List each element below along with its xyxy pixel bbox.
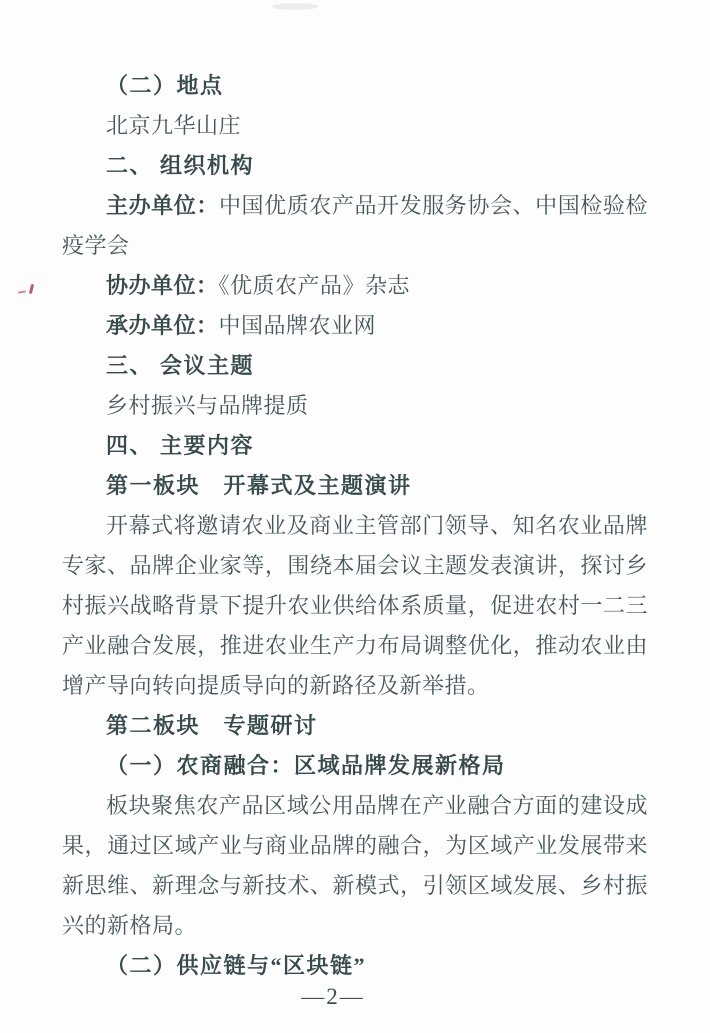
undertaker-label: 承办单位：	[106, 313, 219, 338]
heading-conference-theme: 三、 会议主题	[106, 353, 255, 378]
text-co-organizer	[62, 266, 648, 306]
heading-section-1: 第一板块 开幕式及主题演讲	[106, 473, 412, 498]
scan-smudge-artifact	[272, 3, 318, 10]
pen-mark-dash	[18, 290, 26, 293]
undertaker-value: 中国品牌农业网	[218, 313, 377, 338]
heading-organization: 二、 组织机构	[106, 153, 255, 178]
co-organizer-value: 《优质农产品》杂志	[218, 273, 411, 298]
heading-section-2: 第二板块 专题研讨	[106, 713, 318, 738]
paragraph-regional-brand: 板块聚焦农产品区域公用品牌在产业融合方面的建设成果，通过区域产业与商业品牌的融合，为区域产业发展带来新思维、新理念与新技术、新模式，引领区域发展、乡村振兴的新格局。	[62, 793, 648, 938]
pen-mark-hook	[29, 284, 34, 294]
text-undertaker	[62, 306, 648, 346]
text-host-unit	[62, 186, 648, 266]
host-unit-value: 中国优质农产品开发服务协会、中国检验检疫学会	[62, 193, 648, 258]
heading-topic-2: （二）供应链与“区块链”	[106, 953, 367, 978]
document-body	[62, 66, 648, 986]
pen-mark-artifact	[18, 283, 40, 297]
co-organizer-label: 协办单位：	[106, 273, 219, 298]
host-unit-label: 主办单位：	[106, 193, 219, 218]
text-venue: 北京九华山庄	[106, 113, 242, 138]
heading-topic-1: （一）农商融合：区域品牌发展新格局	[106, 753, 506, 778]
text-theme: 乡村振兴与品牌提质	[106, 393, 309, 418]
paragraph-opening-ceremony: 开幕式将邀请农业及商业主管部门领导、知名农业品牌专家、品牌企业家等，围绕本届会议主题发表演讲，探讨乡村振兴战略背景下提升农业供给体系质量，促进农村一二三产业融合发展，推进农业生产力布局调整优化，推动农业由增产导向转向提质导向的新路径及新举措。	[62, 513, 648, 698]
page-number: —2—	[301, 984, 365, 1009]
heading-location: （二）地点	[106, 73, 224, 98]
heading-main-content: 四、 主要内容	[106, 433, 255, 458]
